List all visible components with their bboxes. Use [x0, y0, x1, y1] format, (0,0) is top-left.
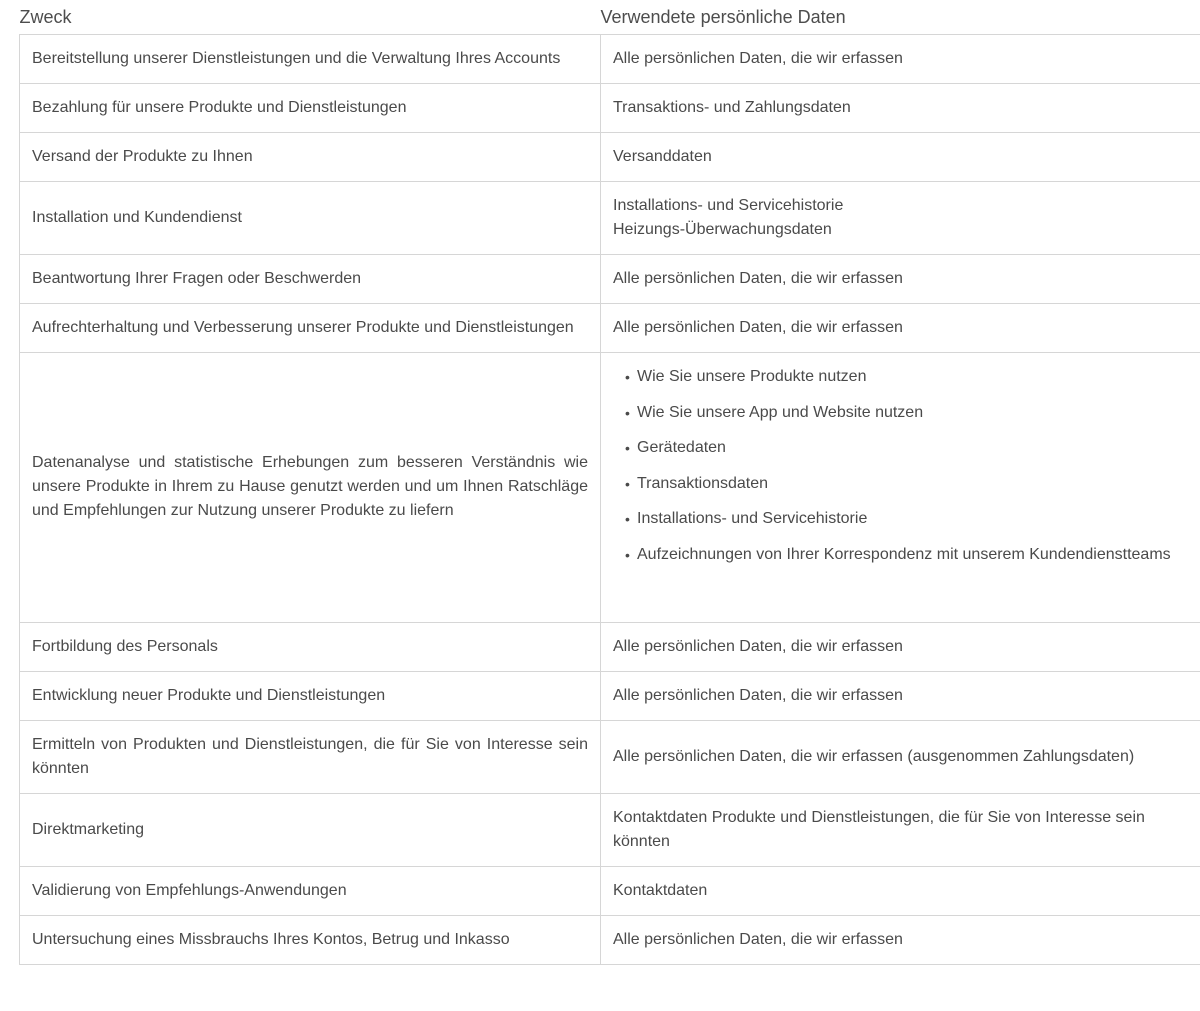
bullet-icon: • [625, 511, 630, 527]
list-item-text: Wie Sie unsere Produkte nutzen [637, 368, 867, 385]
data-text: Heizungs-Überwachungsdaten [613, 221, 832, 238]
purpose-cell: Direktmarketing [20, 793, 601, 866]
table-row [20, 915, 1200, 964]
table-row [20, 133, 1200, 182]
table-row [20, 304, 1200, 353]
table-row [20, 720, 1200, 793]
table-header-row [20, 0, 1200, 35]
table-row [20, 622, 1200, 671]
list-item [625, 365, 1189, 389]
data-cell [601, 793, 1200, 866]
data-text: Alle persönlichen Daten, die wir erfassen [613, 686, 903, 704]
data-text: Alle persönlichen Daten, die wir erfassen [613, 50, 903, 67]
bullet-icon: • [625, 369, 630, 385]
list-item [625, 401, 1189, 425]
purpose-cell: Installation und Kundendienst [20, 182, 601, 255]
table-row [20, 35, 1200, 84]
data-text: Alle persönlichen Daten, die wir erfassen [613, 270, 903, 287]
data-text: Alle persönlichen Daten, die wir erfassen [613, 930, 903, 948]
data-text: Versanddaten [613, 148, 712, 165]
table-row [20, 671, 1200, 720]
data-cell [601, 866, 1200, 915]
table-row [20, 255, 1200, 304]
table-row [20, 793, 1200, 866]
list-item [625, 507, 1189, 531]
list-item [625, 543, 1189, 567]
purpose-cell: Validierung von Empfehlungs-Anwendungen [20, 866, 601, 915]
data-text: Kontaktdaten [613, 881, 708, 899]
data-cell [601, 720, 1200, 793]
data-cell [601, 353, 1200, 623]
list-item-text: Aufzeichnungen von Ihrer Korrespondenz mit unserem Kundendienstteams [637, 545, 1171, 563]
data-cell [601, 35, 1200, 84]
data-text: Alle persönlichen Daten, die wir erfassen [613, 319, 903, 336]
header-purpose: Zweck [19, 6, 72, 27]
table-row [20, 84, 1200, 133]
table-row [20, 353, 1200, 623]
list-item-text: Wie Sie unsere App und Website nutzen [637, 403, 924, 421]
data-list [613, 365, 1189, 567]
data-text: Alle persönlichen Daten, die wir erfassen [613, 637, 903, 655]
data-cell [601, 84, 1200, 133]
data-cell [601, 915, 1200, 964]
purpose-cell: Entwicklung neuer Produkte und Dienstleistungen [20, 671, 601, 720]
purpose-cell: Fortbildung des Personals [20, 622, 601, 671]
bullet-icon: • [625, 475, 630, 492]
data-text: Transaktions- und Zahlungsdaten [613, 99, 851, 116]
data-text: Kontaktdaten Produkte und Dienstleistungen, die für Sie von Interesse sein könnten [613, 808, 1145, 850]
data-cell [601, 671, 1200, 720]
list-item-text: Transaktionsdaten [637, 474, 769, 492]
list-item [625, 436, 1189, 460]
bullet-icon: • [625, 440, 630, 456]
header-personal-data: Verwendete persönliche Daten [600, 6, 846, 27]
purpose-cell: Versand der Produkte zu Ihnen [20, 133, 601, 182]
purpose-cell: Beantwortung Ihrer Fragen oder Beschwerden [20, 255, 601, 304]
data-text: Alle persönlichen Daten, die wir erfassen (ausgenommen Zahlungsdaten) [613, 747, 1135, 765]
data-cell [601, 133, 1200, 182]
bullet-icon: • [625, 546, 630, 563]
data-text: Installations- und Servicehistorie [613, 197, 844, 214]
list-item-text: Gerätedaten [637, 439, 726, 456]
data-cell [601, 304, 1200, 353]
purpose-cell: Bereitstellung unserer Dienstleistungen und die Verwaltung Ihres Accounts [20, 35, 601, 84]
list-item-text: Installations- und Servicehistorie [637, 510, 868, 527]
bullet-icon: • [625, 404, 630, 421]
data-usage-table [19, 0, 1200, 965]
data-cell [601, 622, 1200, 671]
list-item [625, 472, 1189, 496]
purpose-cell: Untersuchung eines Missbrauchs Ihres Kontos, Betrug und Inkasso [20, 915, 601, 964]
purpose-cell: Ermitteln von Produkten und Dienstleistungen, die für Sie von Interesse sein könnten [20, 720, 601, 793]
purpose-cell: Bezahlung für unsere Produkte und Dienstleistungen [20, 84, 601, 133]
purpose-cell: Aufrechterhaltung und Verbesserung unserer Produkte und Dienstleistungen [20, 304, 601, 353]
data-usage-table-container [19, 0, 1200, 965]
purpose-cell: Datenanalyse und statistische Erhebungen zum besseren Verständnis wie unsere Produkte in Ihrem zu Hause genutzt werden und um Ihnen Ratschläge und Empfehlungen zur Nutzung unserer Produkte zu liefern [20, 353, 601, 623]
table-row [20, 182, 1200, 255]
data-cell [601, 255, 1200, 304]
table-row [20, 866, 1200, 915]
data-cell [601, 182, 1200, 255]
